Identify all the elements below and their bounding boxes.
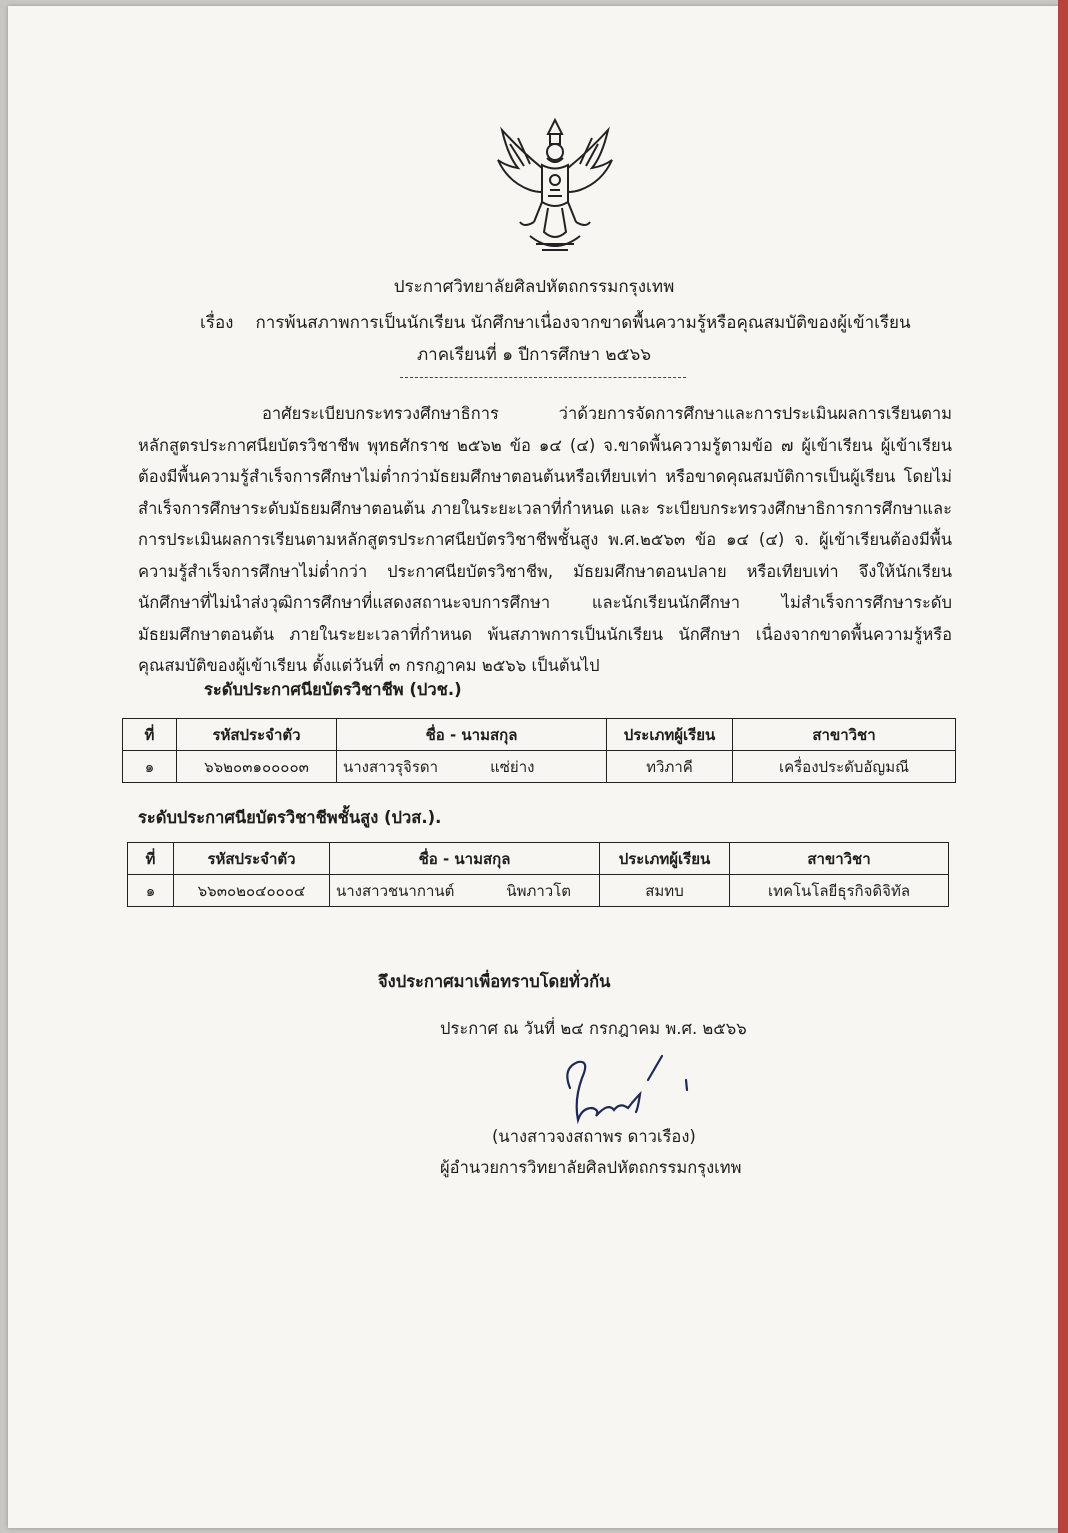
signature-icon [548, 1050, 698, 1130]
last-name: แซ่ย่าง [490, 757, 535, 776]
cell-student-id: ๖๖๒๐๓๑๐๐๐๐๓ [177, 751, 337, 783]
announcement-subject [200, 309, 911, 336]
cell-major: เครื่องประดับอัญมณี [733, 751, 956, 783]
closing-notice: จึงประกาศมาเพื่อทราบโดยทั่วกัน [378, 972, 611, 991]
announcement-title: ประกาศวิทยาลัยศิลปหัตถกรรมกรุงเทพ [393, 277, 675, 297]
table-header-row [123, 719, 956, 751]
table-row [123, 751, 956, 783]
col-header-name: ชื่อ - นามสกุล [330, 843, 600, 875]
section-heading-higher: ระดับประกาศนียบัตรวิชาชีพชั้นสูง (ปวส.). [138, 808, 442, 827]
section-heading-vocational: ระดับประกาศนียบัตรวิชาชีพ (ปวช.) [204, 680, 462, 699]
col-header-type: ประเภทผู้เรียน [600, 843, 730, 875]
cell-major: เทคโนโลยีธุรกิจดิจิทัล [730, 875, 949, 907]
cell-student-type: สมทบ [600, 875, 730, 907]
col-header-no: ที่ [128, 843, 174, 875]
academic-term: ภาคเรียนที่ ๑ ปีการศึกษา ๒๕๖๖ [416, 345, 652, 365]
garuda-emblem-icon [490, 110, 620, 258]
subject-label: เรื่อง [200, 313, 234, 333]
last-name: นิพภาวโต [506, 881, 572, 900]
first-name: นางสาวชนากานต์ [336, 881, 455, 900]
announcement-date: ประกาศ ณ วันที่ ๒๔ กรกฎาคม พ.ศ. ๒๕๖๖ [440, 1019, 747, 1038]
table-row [128, 875, 949, 907]
col-header-id: รหัสประจำตัว [177, 719, 337, 751]
col-header-id: รหัสประจำตัว [174, 843, 330, 875]
col-header-major: สาขาวิชา [730, 843, 949, 875]
col-header-major: สาขาวิชา [733, 719, 956, 751]
signer-name: (นางสาวจงสถาพร ดาวเรือง) [492, 1127, 696, 1146]
body-paragraph: อาศัยระเบียบกระทรวงศึกษาธิการ ว่าด้วยการจัดการศึกษาและการประเมินผลการเรียนตามหลักสูตรประกาศนียบัตรวิชาชีพ พุทธศักราช ๒๕๖๒ ข้อ ๑๔ (๔) จ.ขาดพื้นความรู้ตามข้อ ๗ ผู้เข้าเรียน ผู้เข้าเรียนต้องมีพื้นความรู้สำเร็จการศึกษาไม่ต่ำกว่ามัธยมศึกษาตอนต้นหรือเทียบเท่า หรือขาดคุณสมบัติการเป็นผู้เรียน โดยไม่สำเร็จการศึกษาระดับมัธยมศึกษาตอนต้น ภายในระยะเวลาที่กำหนด และ ระเบียบกระทรวงศึกษาธิการการศึกษาและการประเมินผลการเรียนตามหลักสูตรประกาศนียบัตรวิชาชีพชั้นสูง พ.ศ.๒๕๖๓ ข้อ ๑๔ (๔) จ. ผู้เข้าเรียนต้องมีพื้นความรู้สำเร็จการศึกษาไม่ต่ำกว่า ประกาศนียบัตรวิชาชีพ, มัธยมศึกษาตอนปลาย หรือเทียบเท่า จึงให้นักเรียนนักศึกษาที่ไม่นำส่งวุฒิการศึกษาที่แสดงสถานะจบการศึกษา และนักเรียนนักศึกษา ไม่สำเร็จการศึกษาระดับมัธยมศึกษาตอนต้น ภายในระยะเวลาที่กำหนด พ้นสภาพการเป็นนักเรียน นักศึกษา เนื่องจากขาดพื้นความรู้หรือคุณสมบัติของผู้เข้าเรียน ตั้งแต่วันที่ ๓ กรกฎาคม ๒๕๖๖ เป็นต้นไป [138, 404, 952, 675]
subject-text: การพ้นสภาพการเป็นนักเรียน นักศึกษาเนื่องจากขาดพื้นความรู้หรือคุณสมบัติของผู้เข้าเรียน [255, 313, 911, 333]
vocational-students-table [122, 718, 956, 783]
cell-full-name [330, 875, 600, 907]
col-header-name: ชื่อ - นามสกุล [337, 719, 607, 751]
cell-student-type: ทวิภาคี [607, 751, 733, 783]
cell-student-id: ๖๖๓๐๒๐๔๐๐๐๔ [174, 875, 330, 907]
signer-title: ผู้อำนวยการวิทยาลัยศิลปหัตถกรรมกรุงเทพ [440, 1158, 742, 1177]
cell-full-name [337, 751, 607, 783]
table-header-row [128, 843, 949, 875]
page-edge [1058, 0, 1068, 1533]
cell-no: ๑ [128, 875, 174, 907]
first-name: นางสาวรุจิรดา [343, 757, 439, 776]
higher-vocational-students-table [127, 842, 949, 907]
col-header-no: ที่ [123, 719, 177, 751]
col-header-type: ประเภทผู้เรียน [607, 719, 733, 751]
cell-no: ๑ [123, 751, 177, 783]
header-divider [400, 377, 686, 378]
